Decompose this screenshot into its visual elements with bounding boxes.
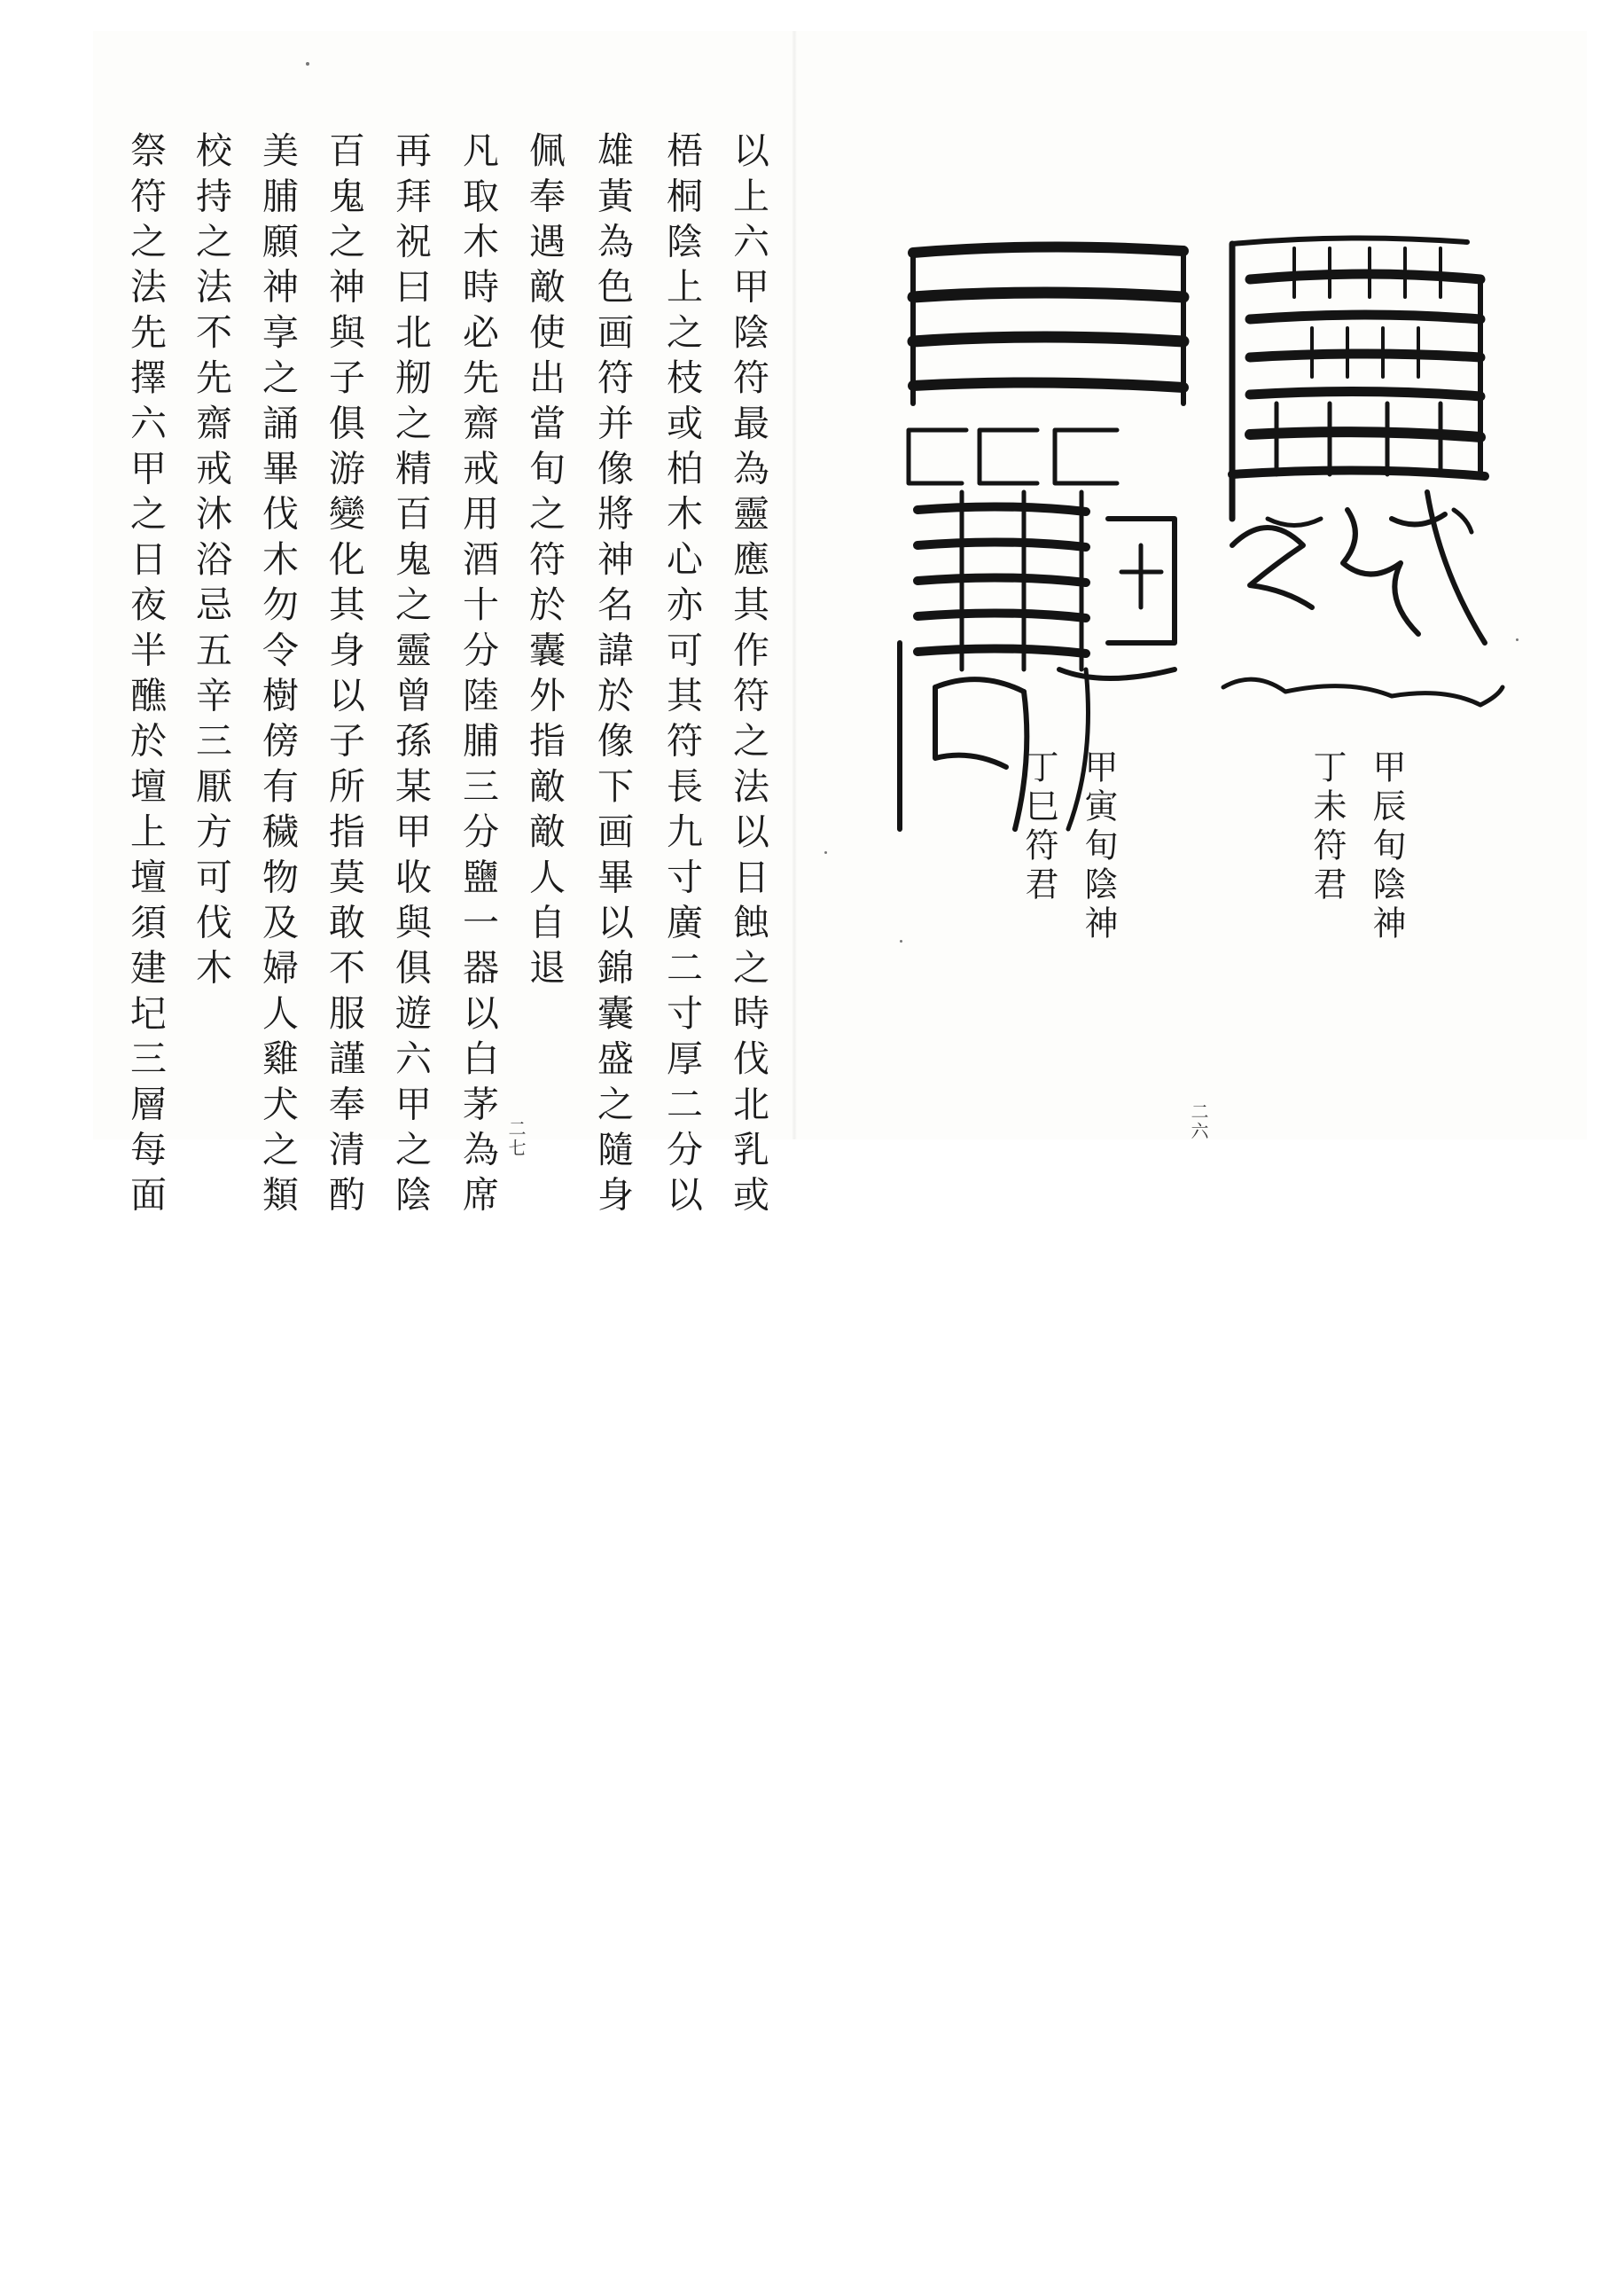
text-column-8: 美脯願神享之誦畢伐木勿令樹傍有穢物及婦人雞犬之類	[256, 131, 299, 1221]
page-number-right: 二六	[1188, 1102, 1209, 1141]
talisman-jiachen-icon	[1214, 226, 1507, 732]
text-column-7: 百鬼之神與子俱游變化其身以子所指莫敢不服謹奉清酌	[323, 131, 365, 1221]
talisman-jiayin-icon	[882, 226, 1192, 838]
text-column-3: 雄黃為色画符并像將神名諱於像下画畢以錦囊盛之隨身	[591, 131, 634, 1221]
caption-jiachen-line-2: 丁未符君	[1308, 749, 1347, 905]
text-column-2: 梧桐陰上之枝或柏木心亦可其符長九寸廣二寸厚二分以	[660, 131, 703, 1221]
book-gutter	[792, 31, 797, 1139]
text-column-6: 再拜祝曰北剏之精百鬼之靈曾孫某甲收與俱遊六甲之陰	[389, 131, 432, 1221]
text-column-9: 校持之法不先齋戒沐浴忌五辛三厭方可伐木	[190, 131, 232, 994]
text-column-10: 祭符之法先擇六甲之日夜半醮於壇上壇須建圮三層每面	[124, 131, 167, 1221]
text-column-5: 凡取木時必先齋戒用酒十分陸脯三分鹽一器以白茅為席	[457, 131, 499, 1221]
text-column-1: 以上六甲陰符最為靈應其作符之法以日蝕之時伐北乳或	[727, 131, 769, 1221]
text-column-4: 佩奉遇敵使出當旬之符於囊外指敵敵人自退	[523, 131, 566, 994]
caption-jiayin-line-1: 甲寅旬陰神	[1079, 749, 1118, 944]
scan-speck	[1516, 638, 1519, 641]
caption-jiayin-line-2: 丁巳符君	[1019, 749, 1058, 905]
scan-speck	[824, 851, 827, 854]
page-number-left: 二七	[505, 1119, 527, 1158]
scan-speck	[900, 940, 902, 943]
scan-speck	[306, 62, 309, 66]
caption-jiachen-line-1: 甲辰旬陰神	[1367, 749, 1406, 944]
